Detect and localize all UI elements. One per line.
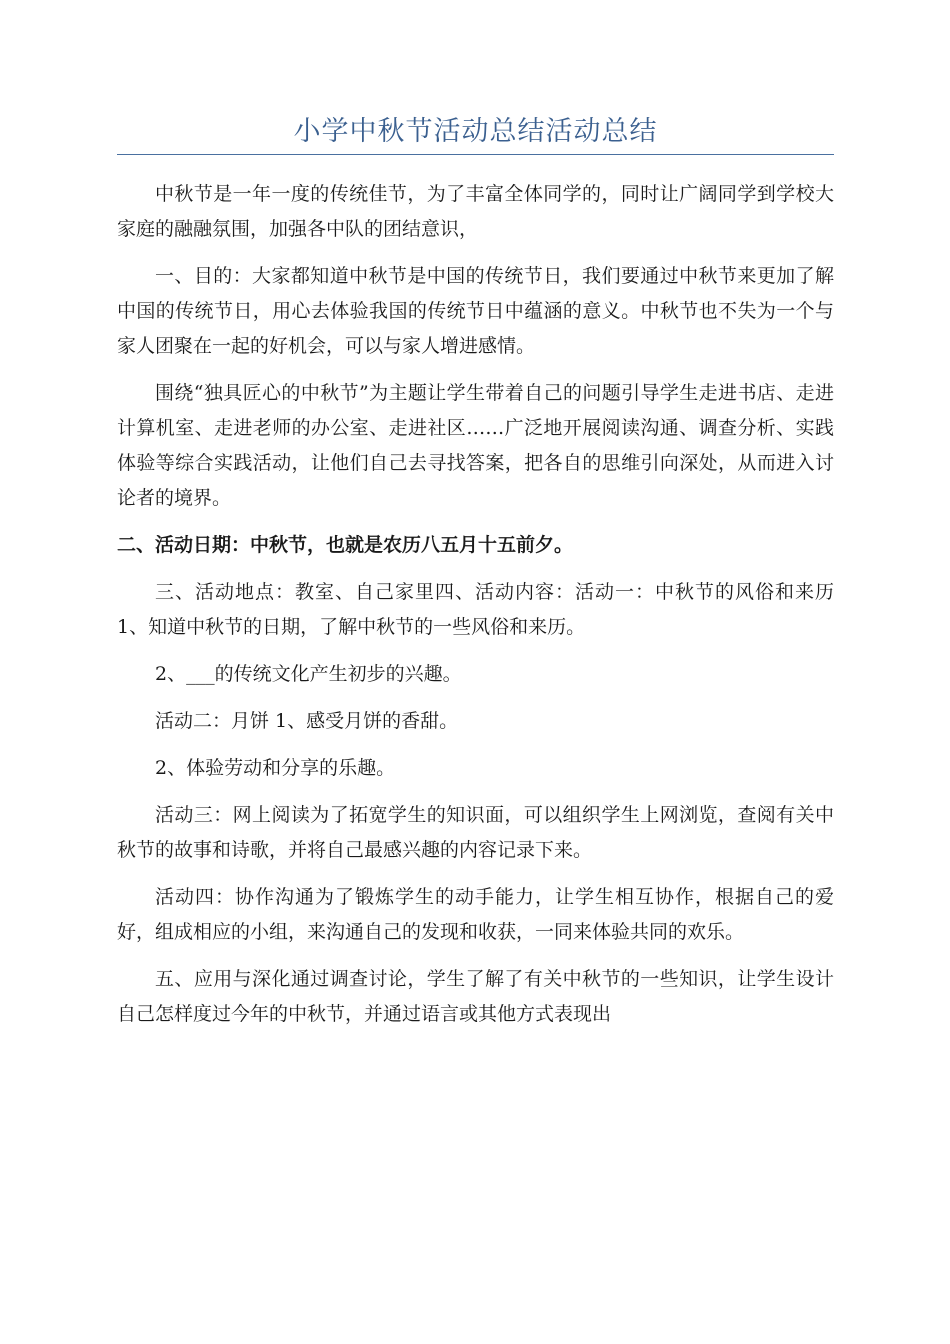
title-underline xyxy=(117,154,834,155)
paragraph-purpose: 一、目的：大家都知道中秋节是中国的传统节日，我们要通过中秋节来更加了解中国的传统节日，用心去体验我国的传统节日中蕴涵的意义。中秋节也不失为一个与家人团聚在一起的好机会，可以与家人增进感情。 xyxy=(117,265,834,357)
paragraph-theme: 围绕“独具匠心的中秋节”为主题让学生带着自己的问题引导学生走进书店、走进计算机室、走进老师的办公室、走进社区……广泛地开展阅读沟通、调查分析、实践体验等综合实践活动，让他们自己去寻找答案，把各自的思维引向深处，从而进入讨论者的境界。 xyxy=(117,382,834,509)
paragraph-intro: 中秋节是一年一度的传统佳节，为了丰富全体同学的，同时让广阔同学到学校大家庭的融融氛围，加强各中队的团结意识， xyxy=(117,183,834,240)
document-body xyxy=(117,177,834,1032)
paragraph-location-content: 三、活动地点：教室、自己家里四、活动内容：活动一：中秋节的风俗和来历 1、知道中秋节的日期，了解中秋节的一些风俗和来历。 xyxy=(117,581,834,638)
document-title: 小学中秋节活动总结活动总结 xyxy=(293,116,658,147)
paragraph-application: 五、应用与深化通过调查讨论，学生了解了有关中秋节的一些知识，让学生设计自己怎样度过今年的中秋节，并通过语言或其他方式表现出 xyxy=(117,968,834,1025)
paragraph-activity-four: 活动四：协作沟通为了锻炼学生的动手能力，让学生相互协作，根据自己的爱好，组成相应的小组，来沟通自己的发现和收获，一同来体验共同的欢乐。 xyxy=(117,886,834,943)
paragraph-culture-interest: 2、___的传统文化产生初步的兴趣。 xyxy=(155,663,462,685)
paragraph-labor-sharing: 2、体验劳动和分享的乐趣。 xyxy=(155,757,396,779)
paragraph-activity-two: 活动二：月饼 1、感受月饼的香甜。 xyxy=(155,710,459,732)
paragraph-activity-three: 活动三：网上阅读为了拓宽学生的知识面，可以组织学生上网浏览，查阅有关中秋节的故事和诗歌，并将自己最感兴趣的内容记录下来。 xyxy=(117,804,834,861)
paragraph-activity-date: 二、活动日期：中秋节，也就是农历八五月十五前夕。 xyxy=(117,534,574,556)
document-page xyxy=(117,112,834,1044)
